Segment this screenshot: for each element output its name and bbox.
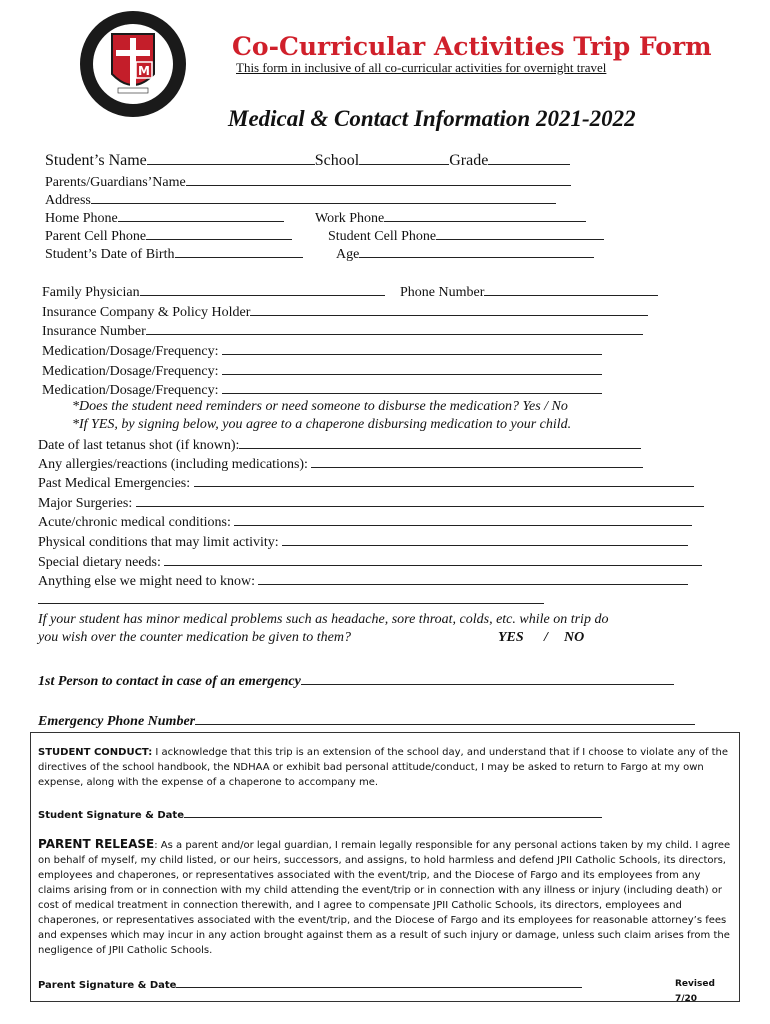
physician-phone-field[interactable]: Phone Number (400, 281, 658, 301)
student-signature-field[interactable]: Student Signature & Date (38, 807, 602, 823)
conduct-release-box (30, 732, 740, 1002)
chronic-conditions-field[interactable]: Acute/chronic medical conditions: (38, 511, 692, 531)
insurance-company-field[interactable]: Insurance Company & Policy Holder (42, 301, 648, 321)
medication-field-3[interactable]: Medication/Dosage/Frequency: (42, 379, 602, 399)
student-cell-field[interactable]: Student Cell Phone (328, 225, 604, 245)
anything-else-field[interactable]: Anything else we might need to know: (38, 570, 688, 590)
tetanus-field[interactable]: Date of last tetanus shot (if known): (38, 434, 641, 454)
allergies-field[interactable]: Any allergies/reactions (including medications): (38, 453, 643, 473)
parent-release-paragraph: PARENT RELEASE: As a parent and/or legal guardian, I remain legally responsible for any personal actions taken by my child. I agree on behalf of myself, my child listed, or our heirs, successors, and assigns, to hold harmless and defend JPII Catholic Schools, its directors, employees and chaperones, or representatives associated with the event/trip, and the Diocese of Fargo and its employees from any claims arising from or in connection with my child attending the event/trip or in connection with any illness or injury (including death) or cost of medical treatment in connection therewith, and I agree to compensate JPII Catholic Schools, its directors, employees and chaperones, or representatives associated with the event/trip, and the Diocese of Fargo and its employees for reasonable attorney’s fees and expenses which may incur in any action brought against them as a result of such injury or damage, unless such claim arises from the negligence of JPII Catholic Schools. (38, 837, 731, 956)
otc-no-option[interactable]: NO (564, 630, 585, 645)
otc-option-separator: / (544, 630, 548, 645)
address-field[interactable]: Address (45, 189, 556, 209)
past-emergencies-field[interactable]: Past Medical Emergencies: (38, 472, 694, 492)
medication-field-2[interactable]: Medication/Dosage/Frequency: (42, 360, 602, 380)
dietary-needs-field[interactable]: Special dietary needs: (38, 551, 702, 571)
physical-conditions-field[interactable]: Physical conditions that may limit activity: (38, 531, 688, 551)
form-title: Co-Curricular Activities Trip Form (232, 32, 712, 61)
surgeries-field[interactable]: Major Surgeries: (38, 492, 704, 512)
section-title: Medical & Contact Information 2021-2022 (228, 106, 636, 131)
otc-question-line1: If your student has minor medical problems such as headache, sore throat, colds, etc. while on trip do (38, 612, 609, 627)
reminder-question: *Does the student need reminders or need someone to disburse the medication? Yes / No (72, 399, 568, 414)
student-conduct-heading: STUDENT CONDUCT: (38, 747, 153, 758)
parents-name-field[interactable]: Parents/Guardians’Name (45, 171, 571, 191)
school-logo (78, 4, 188, 124)
age-field[interactable]: Age (336, 243, 594, 263)
insurance-number-field[interactable]: Insurance Number (42, 320, 643, 340)
form-subtitle: This form in inclusive of all co-curricular activities for overnight travel (236, 60, 607, 75)
otc-yes-option[interactable]: YES (498, 630, 524, 645)
student-conduct-paragraph: STUDENT CONDUCT: I acknowledge that this trip is an extension of the school day, and understand that if I choose to violate any of the directives of the school handbook, the NDHAA or exhibit bad personal attitude/conduct, I may be asked to return to Fargo at my own expense, along with the expense of a chaperone to accompany me. (38, 747, 728, 788)
revised-note: Revised 7/20 (675, 979, 715, 1004)
parent-cell-field[interactable]: Parent Cell Phone (45, 225, 292, 245)
medication-field-1[interactable]: Medication/Dosage/Frequency: (42, 340, 602, 360)
emergency-phone-field[interactable]: Emergency Phone Number (38, 710, 695, 730)
dob-field[interactable]: Student’s Date of Birth (45, 243, 303, 263)
parent-signature-field[interactable]: Parent Signature & Date (38, 977, 582, 993)
emergency-contact-field[interactable]: 1st Person to contact in case of an emergency (38, 670, 674, 690)
physician-field[interactable]: Family Physician (42, 281, 385, 301)
student-name-field[interactable]: Student’s Name School Grade (45, 150, 570, 170)
otc-question-line2: you wish over the counter medication be given to them? (38, 630, 351, 645)
reminder-note: *If YES, by signing below, you agree to a chaperone disbursing medication to your child. (72, 417, 572, 432)
parent-release-heading: PARENT RELEASE (38, 837, 155, 851)
work-phone-field[interactable]: Work Phone (315, 207, 586, 227)
home-phone-field[interactable]: Home Phone (45, 207, 284, 227)
extra-line[interactable] (38, 603, 544, 604)
svg-text:M: M (138, 64, 150, 78)
